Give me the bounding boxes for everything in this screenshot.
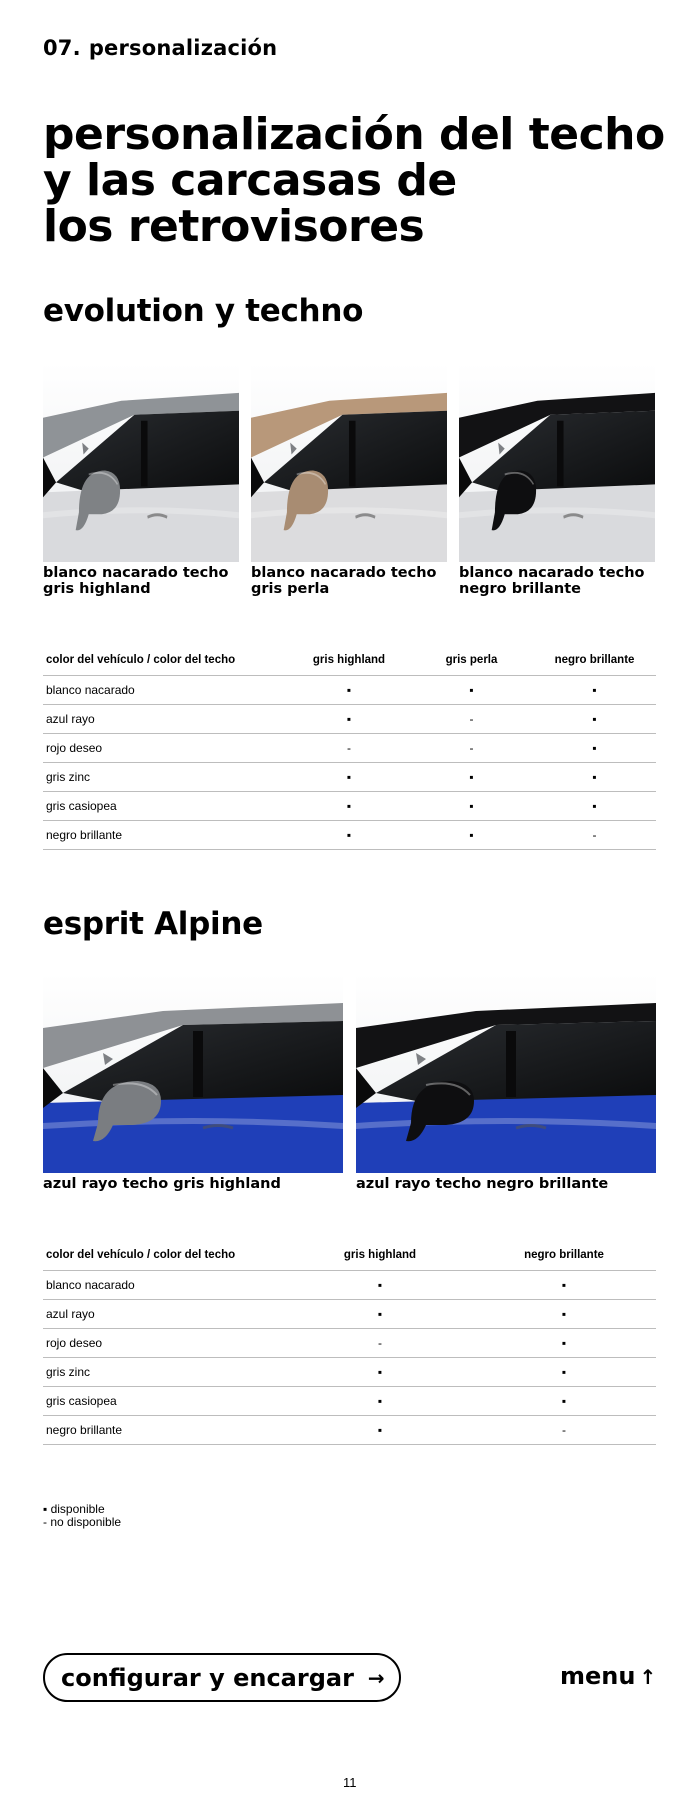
car-body (43, 1095, 343, 1173)
car-body (43, 484, 239, 562)
car-photo-2 (251, 363, 447, 562)
table-row: gris zinc ▪ ▪ ▪ (43, 762, 656, 791)
car-body (459, 484, 655, 562)
table-row: azul rayo ▪ - ▪ (43, 704, 656, 733)
section-label (43, 36, 277, 60)
car-photo-alpine-1 (43, 973, 343, 1173)
car-photo-1 (43, 363, 239, 562)
legend-unavailable: - no disponible (43, 1515, 122, 1529)
column-header: negro brillante (533, 646, 656, 675)
column-header: color del vehículo / color del techo (43, 646, 288, 675)
column-header: gris perla (410, 646, 533, 675)
configure-order-button[interactable] (43, 1653, 401, 1702)
table-header-row (43, 646, 656, 675)
table-row: rojo deseo - - ▪ (43, 733, 656, 762)
arrow-right-icon: → (367, 1665, 385, 1690)
table-row: gris zinc ▪ ▪ (43, 1357, 656, 1386)
table-row: gris casiopea ▪ ▪ (43, 1386, 656, 1415)
photo-caption-alpine-2: azul rayo techo negro brillante (356, 1176, 609, 1192)
section-name: personalización (88, 36, 278, 60)
menu-label: menu (560, 1662, 636, 1690)
legend-available: ▪ disponible (43, 1502, 105, 1516)
section-number: 07. (43, 36, 81, 60)
alpine-color-table (43, 1241, 656, 1445)
page-title (43, 109, 683, 252)
table-header-row (43, 1241, 656, 1270)
car-photo-3 (459, 363, 655, 562)
table-row: azul rayo ▪ ▪ (43, 1299, 656, 1328)
photo-caption-alpine-1: azul rayo techo gris highland (43, 1176, 281, 1192)
evolution-heading: evolution y techno (43, 293, 364, 329)
table-row: negro brillante ▪ ▪ - (43, 820, 656, 849)
evolution-color-table (43, 646, 656, 850)
column-header: gris highland (288, 1241, 472, 1270)
title-line: y las carcasas de (43, 155, 457, 206)
column-header: color del vehículo / color del techo (43, 1241, 288, 1270)
table-row: blanco nacarado ▪ ▪ ▪ (43, 675, 656, 704)
menu-button[interactable] (560, 1662, 656, 1690)
alpine-heading: esprit Alpine (43, 906, 263, 942)
column-header: negro brillante (472, 1241, 656, 1270)
title-line: personalización del techo (43, 109, 665, 160)
table-row: rojo deseo - ▪ (43, 1328, 656, 1357)
configure-order-label: configurar y encargar (61, 1663, 354, 1692)
photo-caption-3: blanco nacarado techo negro brillante (459, 565, 645, 597)
photo-caption-1: blanco nacarado techo gris highland (43, 565, 229, 597)
table-row: blanco nacarado ▪ ▪ (43, 1270, 656, 1299)
title-line: los retrovisores (43, 201, 425, 252)
photo-caption-2: blanco nacarado techo gris perla (251, 565, 437, 597)
table-row: negro brillante ▪ - (43, 1415, 656, 1444)
availability-legend (43, 1503, 121, 1529)
table-row: gris casiopea ▪ ▪ ▪ (43, 791, 656, 820)
car-body (251, 484, 447, 562)
car-body (356, 1095, 656, 1173)
page-number: 11 (343, 1775, 357, 1790)
column-header: gris highland (288, 646, 410, 675)
arrow-up-icon: ↑ (639, 1665, 657, 1689)
car-photo-alpine-2 (356, 973, 656, 1173)
